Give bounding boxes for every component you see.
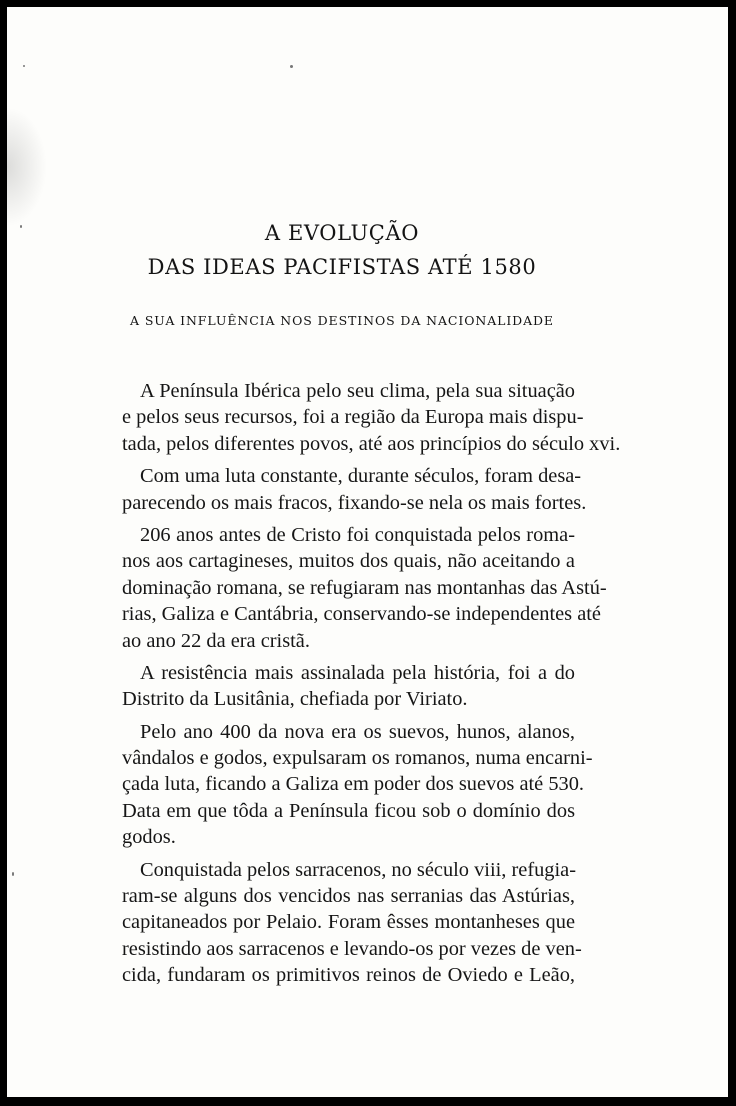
text-line: godos. [122, 826, 176, 849]
text-line: Data em que tôda a Península ficou sob o domínio dos [122, 799, 575, 822]
text-line: capitaneados por Pelaio. Foram êsses montanheses que [122, 911, 575, 934]
text-line: A resistência mais assinalada pela história, foi a do [140, 661, 575, 684]
text-line: ao ano 22 da era cristã. [122, 629, 310, 652]
paragraph-1 [122, 378, 621, 457]
text-line: cida, fundaram os primitivos reinos de Oviedo e Leão, [122, 964, 575, 987]
scan-speck [12, 872, 14, 876]
text-line: 206 anos antes de Cristo foi conquistada pelos roma- [140, 523, 575, 546]
scan-speck [290, 65, 293, 68]
text-line: dominação romana, se refugiaram nas montanhas das Astú- [122, 576, 607, 599]
text-line: çada luta, ficando a Galiza em poder dos suevos até 530. [122, 773, 585, 796]
text-line: Pelo ano 400 da nova era os suevos, hunos, alanos, [140, 720, 575, 743]
document-title-line-1: A EVOLUÇÃO [264, 221, 420, 245]
text-line: tada, pelos diferentes povos, até aos princípios do século xvi. [122, 432, 621, 455]
document-subtitle: A SUA INFLUÊNCIA NOS DESTINOS DA NACIONALIDADE [130, 313, 554, 328]
paragraph-4 [122, 660, 575, 713]
text-line: e pelos seus recursos, foi a região da Europa mais dispu- [122, 406, 584, 429]
paragraph-5 [122, 719, 593, 851]
document-page [7, 7, 728, 1097]
text-line: rias, Galiza e Cantábria, conservando-se independentes até [122, 603, 601, 626]
text-line: ram-se alguns dos vencidos nas serranias das Astúrias, [122, 885, 575, 908]
text-line: A Península Ibérica pelo seu clima, pela sua situação [140, 380, 575, 402]
paragraph-2 [122, 463, 587, 516]
scan-smudge [7, 107, 47, 227]
text-line: nos aos cartagineses, muitos dos quais, não aceitando a [122, 550, 575, 573]
text-line: parecendo os mais fracos, fixando-se nela os mais fortes. [122, 491, 587, 514]
paragraph-3 [122, 522, 607, 654]
text-line: Conquistada pelos sarracenos, no século viii, refugia- [140, 858, 577, 881]
document-body [122, 378, 621, 989]
text-line: Com uma luta constante, durante séculos, foram desa- [140, 465, 582, 488]
text-line: Distrito da Lusitânia, chefiada por Viriato. [122, 688, 468, 711]
document-title-line-2: DAS IDEAS PACIFISTAS ATÉ 1580 [147, 255, 537, 279]
text-line: resistindo aos sarracenos e levando-os por vezes de ven- [122, 937, 582, 960]
text-line: vândalos e godos, expulsaram os romanos, numa encarni- [122, 747, 593, 770]
paragraph-6 [122, 857, 582, 989]
scan-speck [23, 65, 25, 67]
